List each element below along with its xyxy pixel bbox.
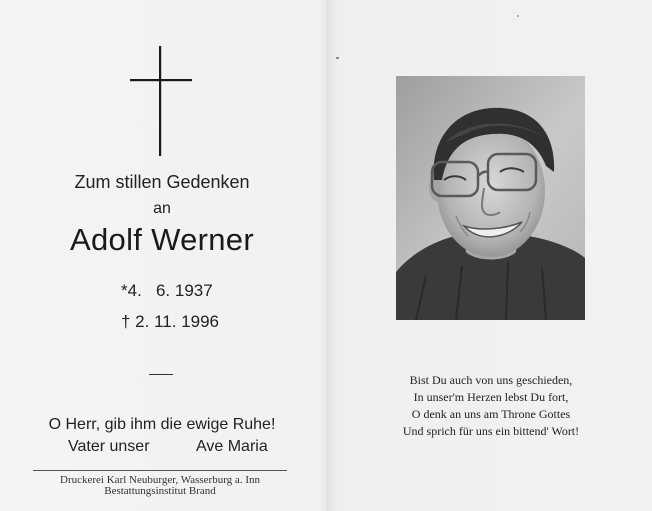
footer-rule <box>33 470 287 471</box>
card-fold <box>327 0 329 511</box>
dust-speck <box>336 57 339 59</box>
prayer-line: O Herr, gib ihm die ewige Ruhe! <box>48 416 276 433</box>
prayer-vater-unser: Vater unser <box>68 438 150 455</box>
prayer-ave-maria: Ave Maria <box>196 438 268 455</box>
poem-line-3: O denk an uns am Throne Gottes <box>411 407 571 421</box>
deceased-name: Adolf Werner <box>70 222 254 257</box>
printer-credit <box>33 475 287 497</box>
dust-speck <box>517 15 519 17</box>
cross-icon <box>130 46 192 156</box>
heading: Zum stillen Gedenken <box>74 172 250 192</box>
portrait-illustration <box>396 76 585 320</box>
poem-line-1: Bist Du auch von uns geschieden, <box>409 373 573 387</box>
poem <box>380 372 602 440</box>
birth-date: *4. 6. 1937 <box>121 281 213 300</box>
printer-line-2: Bestattungsinstitut Brand <box>104 485 216 497</box>
printer-line-1: Druckerei Karl Neuburger, Wasserburg a. Inn <box>60 474 260 486</box>
portrait-photo <box>396 76 585 320</box>
poem-line-2: In unser'm Herzen lebst Du fort, <box>413 390 569 404</box>
preposition: an <box>153 200 171 217</box>
separator-line <box>149 374 173 375</box>
death-date: † 2. 11. 1996 <box>121 312 219 331</box>
poem-line-4: Und sprich für uns ein bittend' Wort! <box>402 424 580 438</box>
